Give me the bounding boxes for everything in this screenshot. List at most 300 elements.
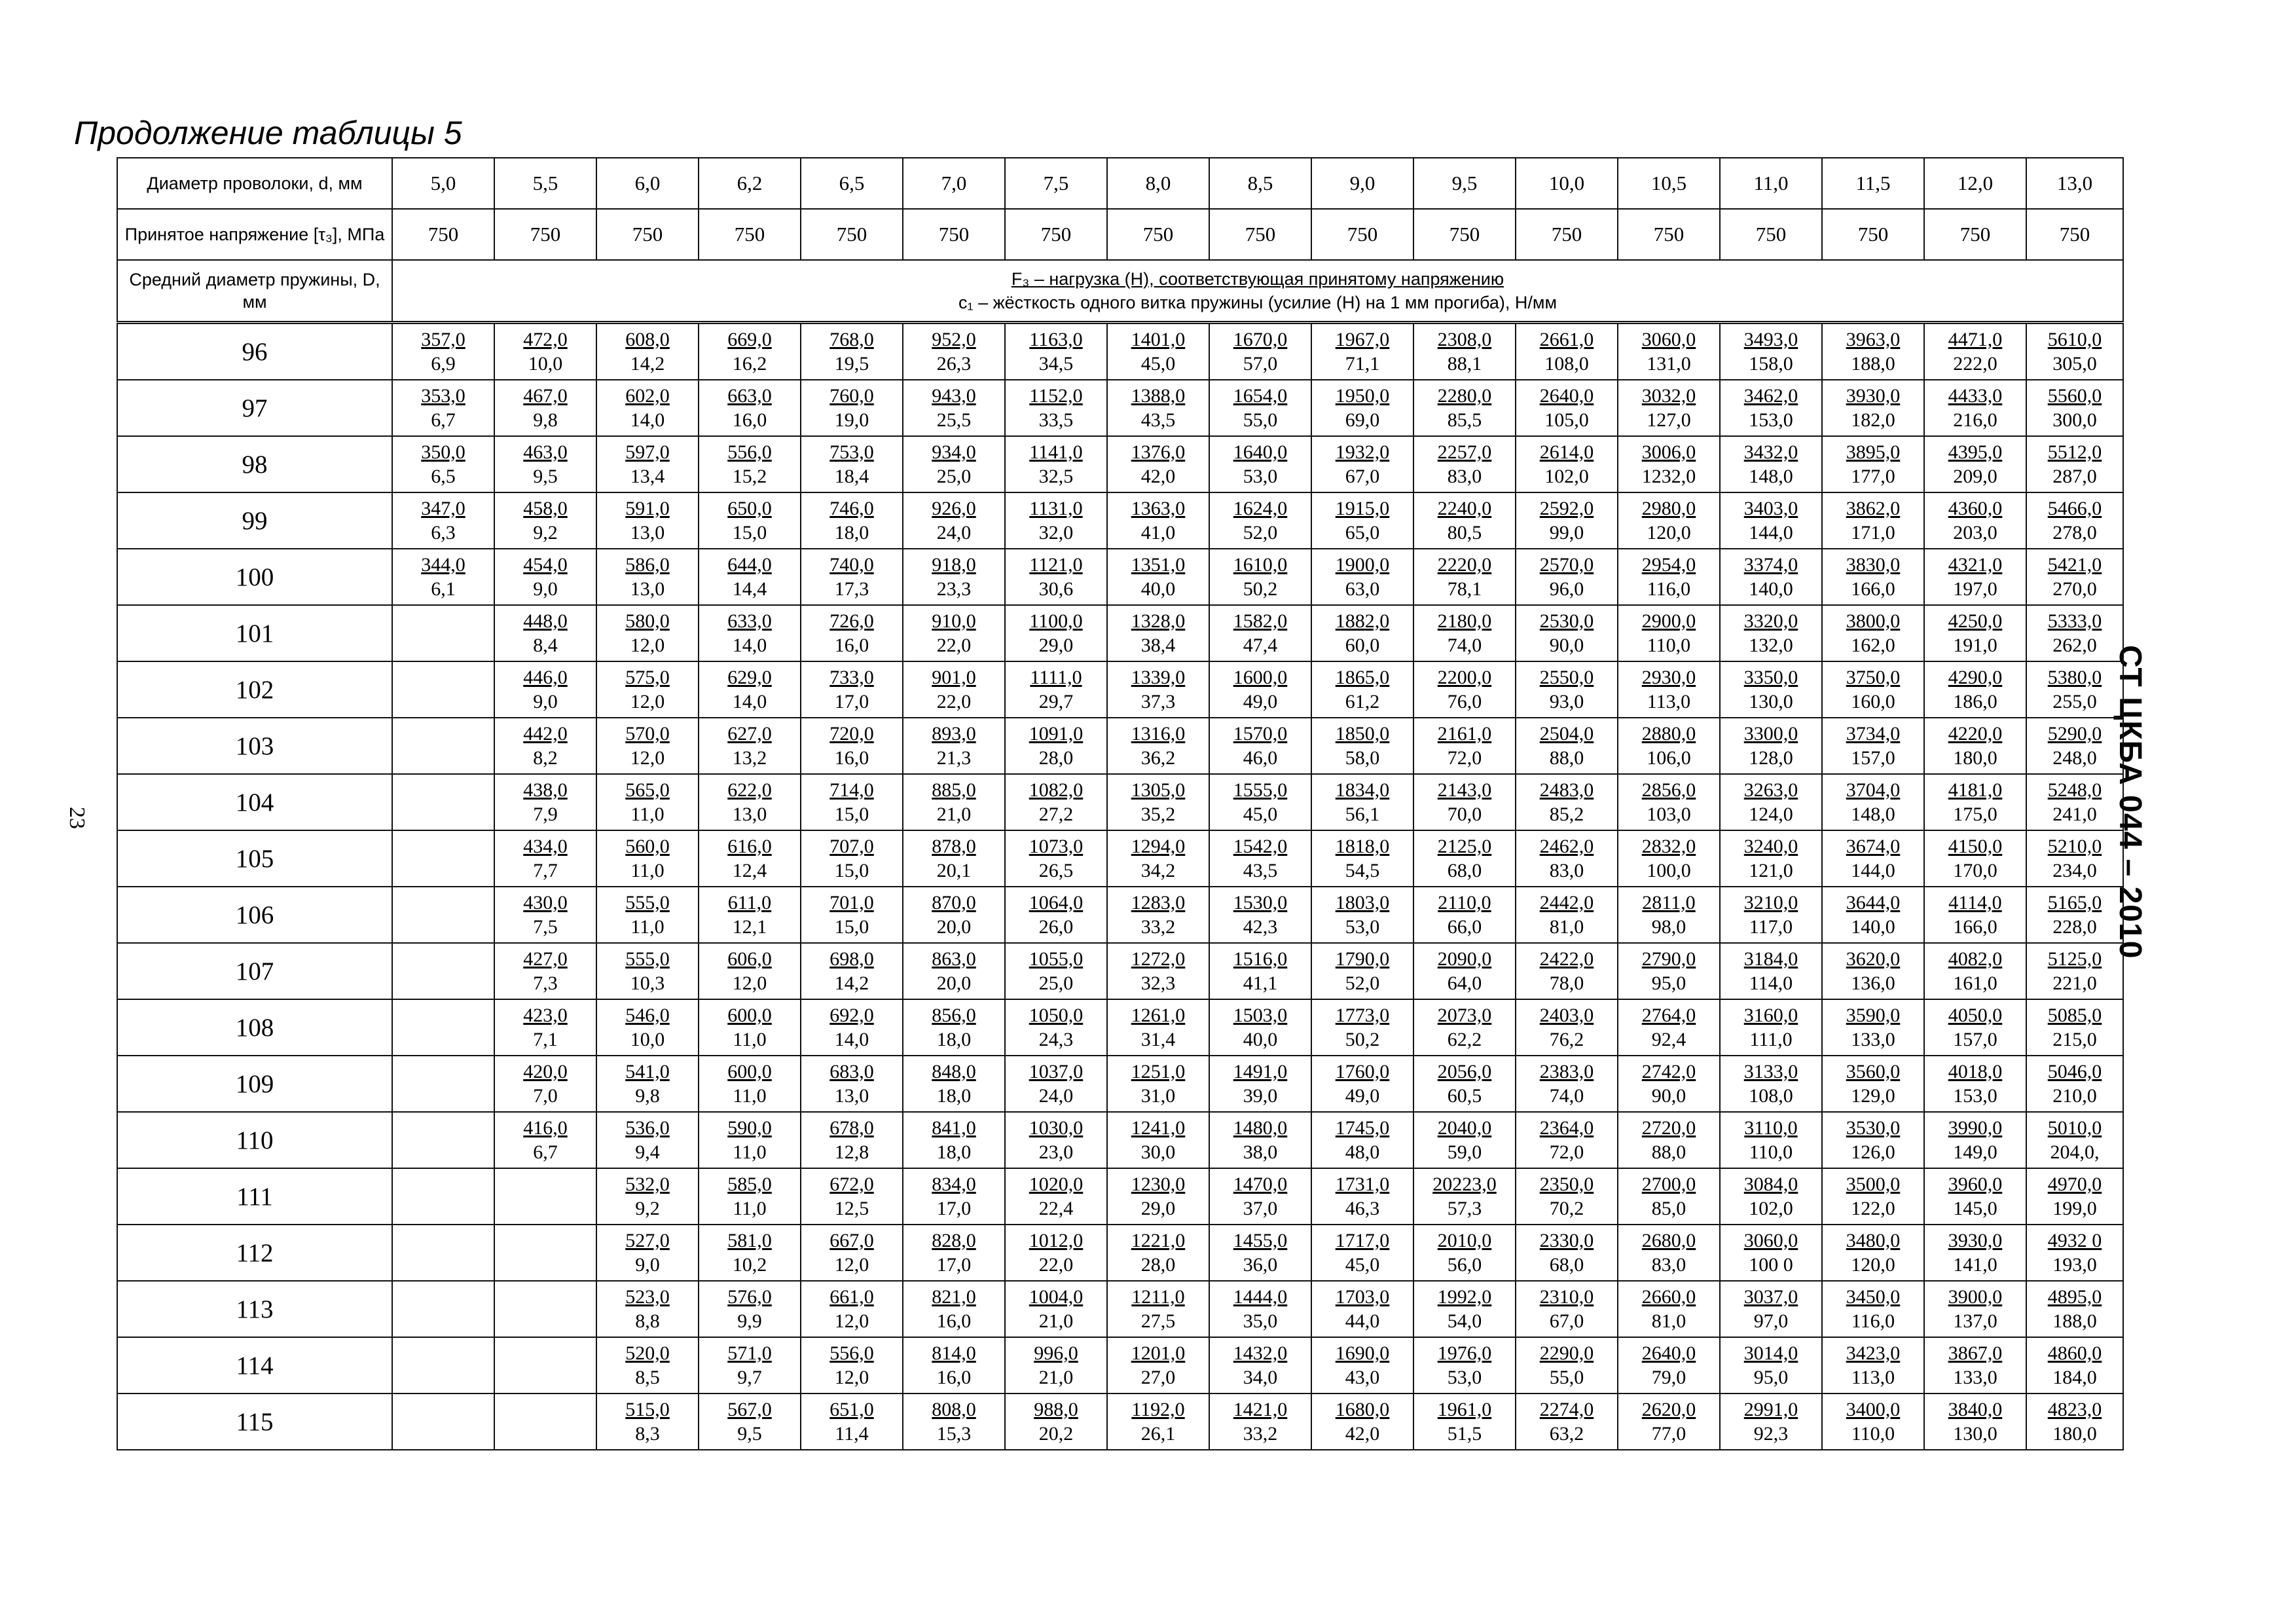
load-value: 3350,0 <box>1743 667 1798 688</box>
load-stiffness-cell <box>1618 549 1720 605</box>
stiffness-value: 110,0 <box>1749 1141 1793 1163</box>
load-stiffness-cell <box>1720 830 1822 887</box>
stiffness-value: 9,2 <box>533 522 558 544</box>
load-stiffness-cell <box>1413 1168 1516 1225</box>
empty-cell <box>392 661 494 718</box>
load-stiffness-cell <box>801 943 903 999</box>
stiffness-value: 9,8 <box>635 1085 660 1107</box>
stiffness-value: 46,0 <box>1243 747 1278 769</box>
stiffness-value: 31,0 <box>1140 1085 1176 1107</box>
empty-cell <box>494 1168 596 1225</box>
load-stiffness-cell <box>1209 1337 1311 1393</box>
stiffness-value: 141,0 <box>1953 1254 1997 1276</box>
load-value: 2403,0 <box>1539 1005 1594 1026</box>
stiffness-value: 6,5 <box>431 466 456 487</box>
stiffness-value: 70,2 <box>1549 1198 1584 1219</box>
load-value: 5125,0 <box>2047 948 2102 970</box>
stiffness-value: 16,0 <box>936 1367 972 1388</box>
load-value: 669,0 <box>727 329 772 350</box>
stiffness-value: 255,0 <box>2052 691 2097 712</box>
stiffness-value: 69,0 <box>1345 409 1380 431</box>
load-value: 467,0 <box>523 385 568 407</box>
load-stiffness-cell <box>2026 1168 2123 1225</box>
wire-diameter-value: 8,0 <box>1107 158 1209 209</box>
load-value: 1900,0 <box>1335 554 1390 576</box>
load-value: 1037,0 <box>1029 1061 1084 1082</box>
stiffness-value: 27,0 <box>1140 1367 1176 1388</box>
load-value: 611,0 <box>727 892 772 913</box>
load-value: 591,0 <box>625 498 670 519</box>
load-stiffness-cell <box>1209 661 1311 718</box>
load-stiffness-cell <box>699 887 801 943</box>
load-stiffness-cell <box>1413 943 1516 999</box>
stiffness-value: 14,2 <box>834 972 869 994</box>
stiffness-value: 278,0 <box>2052 522 2097 544</box>
load-stiffness-cell <box>494 549 596 605</box>
load-value: 3840,0 <box>1948 1399 2003 1420</box>
load-stiffness-cell <box>903 492 1005 549</box>
load-stiffness-cell <box>1413 1225 1516 1281</box>
load-stiffness-cell <box>1822 718 1924 774</box>
stiffness-value: 262,0 <box>2052 635 2097 656</box>
stiffness-value: 21,0 <box>1038 1367 1074 1388</box>
load-stiffness-cell <box>1311 887 1413 943</box>
load-value: 2240,0 <box>1437 498 1492 519</box>
table-row <box>117 830 2123 887</box>
stress-value: 750 <box>1720 209 1822 260</box>
stiffness-value: 166,0 <box>1851 578 1895 600</box>
load-stiffness-cell <box>1209 999 1311 1056</box>
empty-cell <box>494 1281 596 1337</box>
spring-load-table <box>117 157 2124 1450</box>
table-row <box>117 718 2123 774</box>
load-stiffness-cell <box>1209 549 1311 605</box>
load-value: 1294,0 <box>1131 836 1186 857</box>
wire-diameter-value: 5,0 <box>392 158 494 209</box>
stiffness-value: 81,0 <box>1651 1310 1686 1332</box>
stiffness-value: 15,3 <box>936 1423 972 1445</box>
stiffness-value: 78,0 <box>1549 972 1584 994</box>
stiffness-value: 222,0 <box>1953 353 1997 375</box>
stiffness-value: 117,0 <box>1749 916 1793 938</box>
load-stiffness-cell <box>1413 436 1516 492</box>
load-value: 3032,0 <box>1641 385 1696 407</box>
stiffness-value: 57,0 <box>1243 353 1278 375</box>
stiffness-value: 30,0 <box>1140 1141 1176 1163</box>
load-stiffness-cell <box>1311 718 1413 774</box>
stiffness-value: 7,5 <box>533 916 558 938</box>
load-stiffness-cell <box>494 605 596 661</box>
table-row <box>117 1056 2123 1112</box>
stress-value: 750 <box>1822 209 1924 260</box>
stiffness-value: 287,0 <box>2052 466 2097 487</box>
load-stiffness-cell <box>596 1056 699 1112</box>
load-value: 740,0 <box>829 554 874 576</box>
load-stiffness-cell <box>1822 774 1924 830</box>
stiffness-value: 132,0 <box>1749 635 1793 656</box>
wire-diameter-value: 6,0 <box>596 158 699 209</box>
load-value: 629,0 <box>727 667 772 688</box>
load-value: 1230,0 <box>1131 1173 1186 1195</box>
stiffness-value: 20,2 <box>1038 1423 1074 1445</box>
stiffness-value: 34,0 <box>1243 1367 1278 1388</box>
load-stiffness-cell <box>801 1056 903 1112</box>
stiffness-value: 92,4 <box>1651 1029 1686 1050</box>
stiffness-value: 157,0 <box>1851 747 1895 769</box>
empty-cell <box>392 1281 494 1337</box>
load-value: 1211,0 <box>1131 1286 1185 1308</box>
load-value: 1020,0 <box>1029 1173 1084 1195</box>
load-value: 608,0 <box>625 329 670 350</box>
load-stiffness-cell <box>1822 1337 1924 1393</box>
load-value: 870,0 <box>932 892 976 913</box>
load-value: 1850,0 <box>1335 723 1390 745</box>
load-value: 1582,0 <box>1233 610 1288 632</box>
load-stiffness-cell <box>1618 943 1720 999</box>
load-stiffness-cell <box>494 1112 596 1168</box>
stiffness-value: 19,5 <box>834 353 869 375</box>
stiffness-value: 199,0 <box>2052 1198 2097 1219</box>
load-value: 600,0 <box>727 1061 772 1082</box>
stiffness-value: 130,0 <box>1953 1423 1997 1445</box>
stress-value: 750 <box>1209 209 1311 260</box>
load-legend-line: F₃ – нагрузка (Н), соответствующая принятому напряжению <box>1011 269 1504 289</box>
load-stiffness-cell <box>801 1337 903 1393</box>
load-value: 2280,0 <box>1437 385 1492 407</box>
stiffness-value: 7,0 <box>533 1085 558 1107</box>
stiffness-value: 8,4 <box>533 635 558 656</box>
load-value: 3704,0 <box>1846 779 1901 801</box>
load-stiffness-cell <box>2026 999 2123 1056</box>
load-stiffness-cell <box>1516 718 1618 774</box>
load-value: 1050,0 <box>1029 1005 1084 1026</box>
stiffness-value: 55,0 <box>1549 1367 1584 1388</box>
stiffness-value: 171,0 <box>1851 522 1895 544</box>
load-stiffness-cell <box>596 436 699 492</box>
load-stiffness-cell <box>1005 492 1107 549</box>
load-stiffness-cell <box>1618 436 1720 492</box>
load-value: 1530,0 <box>1233 892 1288 913</box>
stiffness-value: 9,0 <box>533 691 558 712</box>
stiffness-value: 105,0 <box>1544 409 1589 431</box>
stiffness-value: 9,2 <box>635 1198 660 1219</box>
load-stiffness-cell <box>1209 943 1311 999</box>
stiffness-value: 24,0 <box>1038 1085 1074 1107</box>
stiffness-legend-line: c₁ – жёсткость одного витка пружины (усилие (Н) на 1 мм прогиба), Н/мм <box>958 293 1558 312</box>
load-value: 952,0 <box>932 329 976 350</box>
empty-cell <box>392 605 494 661</box>
wire-diameter-value: 10,0 <box>1516 158 1618 209</box>
stiffness-value: 12,8 <box>834 1141 869 1163</box>
load-stiffness-cell <box>1822 1056 1924 1112</box>
stiffness-value: 24,0 <box>936 522 972 544</box>
stress-value: 750 <box>1924 209 2026 260</box>
load-value: 2010,0 <box>1437 1230 1492 1251</box>
load-value: 585,0 <box>727 1173 772 1195</box>
load-stiffness-cell <box>903 1281 1005 1337</box>
stiffness-value: 33,2 <box>1140 916 1176 938</box>
load-value: 1305,0 <box>1131 779 1186 801</box>
stiffness-value: 23,3 <box>936 578 972 600</box>
load-value: 3060,0 <box>1743 1230 1798 1251</box>
load-stiffness-cell <box>903 999 1005 1056</box>
stiffness-value: 177,0 <box>1851 466 1895 487</box>
load-value: 2350,0 <box>1539 1173 1594 1195</box>
wire-diameter-value: 6,2 <box>699 158 801 209</box>
load-stiffness-cell <box>1822 1393 1924 1450</box>
table-row <box>117 380 2123 436</box>
stiffness-value: 140,0 <box>1749 578 1793 600</box>
load-stiffness-cell <box>801 492 903 549</box>
stiffness-value: 11,0 <box>733 1198 767 1219</box>
table-row <box>117 661 2123 718</box>
stiffness-value: 13,0 <box>630 578 665 600</box>
load-stiffness-cell <box>1107 380 1209 436</box>
stiffness-value: 114,0 <box>1749 972 1793 994</box>
stiffness-value: 83,0 <box>1651 1254 1686 1276</box>
load-stiffness-cell <box>1209 323 1311 380</box>
load-value: 2220,0 <box>1437 554 1492 576</box>
stiffness-value: 14,0 <box>732 691 767 712</box>
load-value: 350,0 <box>421 441 465 463</box>
stress-value: 750 <box>596 209 699 260</box>
load-value: 3867,0 <box>1948 1342 2003 1364</box>
load-stiffness-cell <box>1107 1393 1209 1450</box>
load-value: 3930,0 <box>1846 385 1901 407</box>
load-value: 20223,0 <box>1432 1173 1497 1195</box>
empty-cell <box>392 1337 494 1393</box>
load-stiffness-cell <box>494 323 596 380</box>
stiffness-value: 19,0 <box>834 409 869 431</box>
load-value: 1221,0 <box>1131 1230 1186 1251</box>
load-value: 1950,0 <box>1335 385 1390 407</box>
stiffness-value: 42,0 <box>1140 466 1176 487</box>
load-stiffness-cell <box>1005 1393 1107 1450</box>
stiffness-value: 102,0 <box>1749 1198 1793 1219</box>
stiffness-value: 153,0 <box>1953 1085 1997 1107</box>
load-stiffness-cell <box>596 1168 699 1225</box>
load-value: 1111,0 <box>1030 667 1082 688</box>
load-value: 2483,0 <box>1539 779 1594 801</box>
load-stiffness-cell <box>903 436 1005 492</box>
stiffness-value: 15,0 <box>732 522 767 544</box>
load-stiffness-cell <box>1311 605 1413 661</box>
load-stiffness-cell <box>699 1168 801 1225</box>
load-value: 2954,0 <box>1641 554 1696 576</box>
load-value: 1915,0 <box>1335 498 1390 519</box>
load-value: 2364,0 <box>1539 1117 1594 1139</box>
load-stiffness-cell <box>392 380 494 436</box>
stiffness-value: 106,0 <box>1647 747 1691 769</box>
load-value: 5333,0 <box>2047 610 2102 632</box>
spring-mean-diameter: 100 <box>117 549 392 605</box>
load-value: 556,0 <box>727 441 772 463</box>
load-value: 2308,0 <box>1437 329 1492 350</box>
load-value: 701,0 <box>829 892 874 913</box>
load-stiffness-cell <box>903 380 1005 436</box>
load-stiffness-cell <box>1107 887 1209 943</box>
stiffness-value: 160,0 <box>1851 691 1895 712</box>
load-value: 1030,0 <box>1029 1117 1084 1139</box>
load-stiffness-cell <box>1005 1281 1107 1337</box>
load-value: 2530,0 <box>1539 610 1594 632</box>
stiffness-value: 67,0 <box>1345 466 1380 487</box>
load-stiffness-cell <box>2026 661 2123 718</box>
stiffness-value: 13,0 <box>630 522 665 544</box>
stiffness-value: 37,0 <box>1243 1198 1278 1219</box>
load-value: 1760,0 <box>1335 1061 1390 1082</box>
load-stiffness-cell <box>699 718 801 774</box>
stiffness-value: 17,3 <box>834 578 869 600</box>
load-stiffness-cell <box>699 943 801 999</box>
stiffness-value: 78,1 <box>1447 578 1482 600</box>
stiffness-value: 45,0 <box>1243 803 1278 825</box>
load-stiffness-cell <box>903 661 1005 718</box>
load-stiffness-cell <box>392 549 494 605</box>
stiffness-value: 14,0 <box>834 1029 869 1050</box>
stiffness-value: 8,3 <box>635 1423 660 1445</box>
spring-mean-diameter: 105 <box>117 830 392 887</box>
load-stiffness-cell <box>1822 1112 1924 1168</box>
load-stiffness-cell <box>1413 718 1516 774</box>
stiffness-value: 9,7 <box>737 1367 762 1388</box>
load-stiffness-cell <box>1209 887 1311 943</box>
spring-mean-diameter: 96 <box>117 323 392 380</box>
load-stiffness-cell <box>1005 999 1107 1056</box>
stiffness-value: 188,0 <box>1851 353 1895 375</box>
load-value: 2550,0 <box>1539 667 1594 688</box>
load-value: 926,0 <box>932 498 976 519</box>
load-value: 442,0 <box>523 723 568 745</box>
load-stiffness-cell <box>699 549 801 605</box>
load-value: 523,0 <box>625 1286 670 1308</box>
load-value: 2742,0 <box>1641 1061 1696 1082</box>
load-value: 5290,0 <box>2047 723 2102 745</box>
stiffness-value: 68,0 <box>1549 1254 1584 1276</box>
stiffness-value: 148,0 <box>1851 803 1895 825</box>
load-value: 2614,0 <box>1539 441 1594 463</box>
stiffness-value: 161,0 <box>1953 972 1997 994</box>
empty-cell <box>392 887 494 943</box>
load-stiffness-cell <box>1924 605 2026 661</box>
load-stiffness-cell <box>699 323 801 380</box>
load-value: 3110,0 <box>1744 1117 1798 1139</box>
load-value: 560,0 <box>625 836 670 857</box>
table-row <box>117 1281 2123 1337</box>
load-value: 5380,0 <box>2047 667 2102 688</box>
load-value: 893,0 <box>932 723 976 745</box>
load-stiffness-cell <box>1311 323 1413 380</box>
load-value: 2422,0 <box>1539 948 1594 970</box>
stiffness-value: 90,0 <box>1651 1085 1686 1107</box>
stiffness-value: 71,1 <box>1345 353 1380 375</box>
stiffness-value: 9,5 <box>737 1423 762 1445</box>
stiffness-value: 16,0 <box>732 409 767 431</box>
stiffness-value: 93,0 <box>1549 691 1584 712</box>
load-value: 934,0 <box>932 441 976 463</box>
load-stiffness-cell <box>1516 549 1618 605</box>
load-value: 1316,0 <box>1131 723 1186 745</box>
load-stiffness-cell <box>1618 323 1720 380</box>
load-value: 2660,0 <box>1641 1286 1696 1308</box>
table-row <box>117 605 2123 661</box>
load-stiffness-cell <box>903 943 1005 999</box>
spring-mean-diameter: 113 <box>117 1281 392 1337</box>
load-value: 2073,0 <box>1437 1005 1492 1026</box>
wire-diameter-label: Диаметр проволоки, d, мм <box>117 158 392 209</box>
load-stiffness-cell <box>2026 887 2123 943</box>
stiffness-value: 85,2 <box>1549 803 1584 825</box>
load-stiffness-cell <box>699 492 801 549</box>
load-value: 3493,0 <box>1743 329 1798 350</box>
load-value: 1082,0 <box>1029 779 1084 801</box>
stiffness-value: 34,2 <box>1140 860 1176 881</box>
load-stiffness-cell <box>1720 943 1822 999</box>
load-value: 5610,0 <box>2047 329 2102 350</box>
load-stiffness-cell <box>1720 1337 1822 1393</box>
load-value: 1555,0 <box>1233 779 1288 801</box>
load-value: 661,0 <box>829 1286 874 1308</box>
stiffness-value: 136,0 <box>1851 972 1895 994</box>
load-value: 3300,0 <box>1743 723 1798 745</box>
load-stiffness-cell <box>699 830 801 887</box>
load-stiffness-cell <box>1924 887 2026 943</box>
load-stiffness-cell <box>699 1056 801 1112</box>
load-value: 3037,0 <box>1743 1286 1798 1308</box>
table-row <box>117 887 2123 943</box>
stiffness-value: 184,0 <box>2052 1367 2097 1388</box>
stiffness-value: 32,5 <box>1038 466 1074 487</box>
stiffness-value: 186,0 <box>1953 691 1997 712</box>
load-value: 4082,0 <box>1948 948 2003 970</box>
load-stiffness-cell <box>1924 774 2026 830</box>
stiffness-value: 130,0 <box>1749 691 1793 712</box>
stiffness-value: 51,5 <box>1447 1423 1482 1445</box>
load-value: 416,0 <box>523 1117 568 1139</box>
load-stiffness-cell <box>2026 1393 2123 1450</box>
stiffness-value: 234,0 <box>2052 860 2097 881</box>
stiffness-value: 12,5 <box>834 1198 869 1219</box>
stiffness-value: 12,1 <box>732 916 767 938</box>
load-value: 616,0 <box>727 836 772 857</box>
load-stiffness-cell <box>1516 605 1618 661</box>
header-row-mean-diameter <box>117 260 2123 323</box>
load-value: 344,0 <box>421 554 465 576</box>
load-value: 4433,0 <box>1948 385 2003 407</box>
stiffness-value: 133,0 <box>1953 1367 1997 1388</box>
load-stiffness-cell <box>1924 1056 2026 1112</box>
load-value: 1131,0 <box>1029 498 1083 519</box>
load-stiffness-cell <box>1618 1168 1720 1225</box>
load-stiffness-cell <box>2026 718 2123 774</box>
stiffness-value: 18,4 <box>834 466 869 487</box>
load-value: 597,0 <box>625 441 670 463</box>
stiffness-value: 193,0 <box>2052 1254 2097 1276</box>
load-value: 3990,0 <box>1948 1117 2003 1139</box>
load-stiffness-cell <box>1311 1337 1413 1393</box>
load-stiffness-cell <box>392 436 494 492</box>
stress-value: 750 <box>903 209 1005 260</box>
stiffness-value: 16,2 <box>732 353 767 375</box>
load-value: 2383,0 <box>1539 1061 1594 1082</box>
stiffness-value: 76,0 <box>1447 691 1482 712</box>
load-stiffness-cell <box>1720 380 1822 436</box>
load-stiffness-cell <box>596 549 699 605</box>
empty-cell <box>392 718 494 774</box>
load-stiffness-cell <box>1720 661 1822 718</box>
stiffness-value: 149,0 <box>1953 1141 1997 1163</box>
stiffness-value: 215,0 <box>2052 1029 2097 1050</box>
